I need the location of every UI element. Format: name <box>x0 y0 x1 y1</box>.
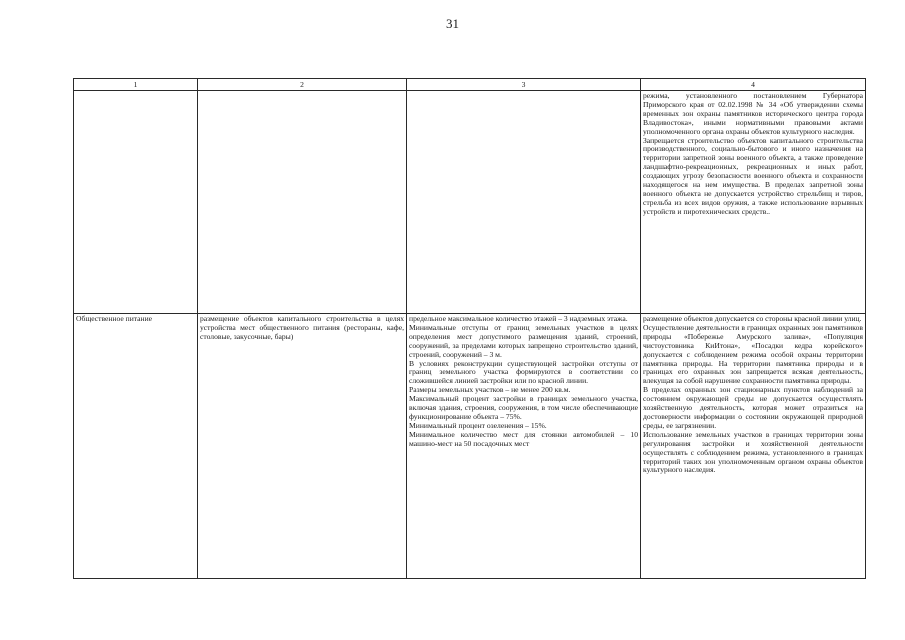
page-number: 31 <box>446 16 459 31</box>
cell-paragraph: размещение объектов допускается со стороны красной линии улиц. <box>643 314 862 323</box>
cell-paragraph: Осуществление деятельности в границах охранных зон памятников природы «Побережье Амурского залива», «Популяция чистоустовника КиИтона», «Посадки кедра корейского» допускается с соблюдением режима особой охраны территории памятника природы. На территории памятника природы и в границах его охранных зон запрещается всякая деятельность, влекущая за собой нарушение сохранности памятника природы. <box>643 322 863 386</box>
cell-paragraph: Использование земельных участков в границах территории зоны регулирования застройки и хозяйственной деятельности осуществлять с соблюдением режима, установленного в границах территорий таких зон уполномоченным органом охраны объектов культурного наследия. <box>643 429 863 475</box>
cell-paragraph: Минимальные отступы от границ земельных участков в целях определения мест допустимого размещения зданий, строений, сооружений, за пределами которых запрещено строительство зданий, строений, сооружений – 3 м. <box>409 322 638 359</box>
cell-paragraph: В пределах охранных зон стационарных пунктов наблюдений за состоянием окружающей среды не допускается осуществлять хозяйственную деятельность, которая может отразиться на достоверности информации о состоянии окружающей природной среды, ее загрязнении. <box>643 385 863 430</box>
column-header: 1 <box>74 79 198 91</box>
cell-paragraph: Минимальный процент озеленения – 15%. <box>409 420 547 430</box>
table-cell <box>407 314 641 579</box>
cell-paragraph: Запрещается строительство объектов капитального строительства производственного, социально-бытового и иного назначения на территории запретной зоны военного объекта, а также проведение ландшафтно-рекреационных, рекреационных и иных работ, создающих угрозу безопасности военного объекта и сохранности находящегося на нем имущества. В пределах запретной зоны военного объекта не допускается устройство стрельбищ и тиров, стрельба из всех видов оружия, а также использование взрывных устройств и пиротехнических средств.. <box>643 135 863 216</box>
table-cell <box>641 91 866 314</box>
cell-paragraph: предельное максимальное количество этажей – 3 надземных этажа. <box>409 314 628 323</box>
table-header-row <box>74 79 866 91</box>
cell-paragraph: режима, установленного постановлением Губернатора Приморского края от 02.02.1998 № 34 «Об утверждении схемы временных зон охраны памятников исторического центра города Владивостока», иными нормативными правовыми актами уполномоченного органа охраны объектов культурного наследия. <box>643 91 863 136</box>
column-header: 4 <box>641 79 866 91</box>
table-cell <box>641 314 866 579</box>
cell-paragraph: Размеры земельных участков – не менее 200 кв.м. <box>409 385 571 395</box>
table-cell <box>198 91 407 314</box>
column-header: 2 <box>198 79 407 91</box>
table-cell: Общественное питание <box>74 314 198 579</box>
cell-paragraph: В условиях реконструкции существующей застройки отступы от границ земельного участка формируются в соответствии со сложившейся линией застройки или по красной линии. <box>409 358 638 386</box>
table-row <box>74 314 866 579</box>
table-cell <box>407 91 641 314</box>
column-header: 3 <box>407 79 641 91</box>
regulations-table <box>73 78 866 579</box>
table-cell <box>74 91 198 314</box>
table-row <box>74 91 866 314</box>
cell-paragraph: Максимальный процент застройки в границах земельного участка, включая здания, строения, сооружения, в том числе обеспечивающие функционирование объекта – 75%. <box>409 394 638 421</box>
table-cell: размещение объектов капитального строительства в целях устройства мест общественного питания (рестораны, кафе, столовые, закусочные, бары) <box>198 314 407 579</box>
cell-paragraph: Минимальное количество мест для стоянки автомобилей – 10 машино-мест на 50 посадочных мест <box>409 429 638 448</box>
